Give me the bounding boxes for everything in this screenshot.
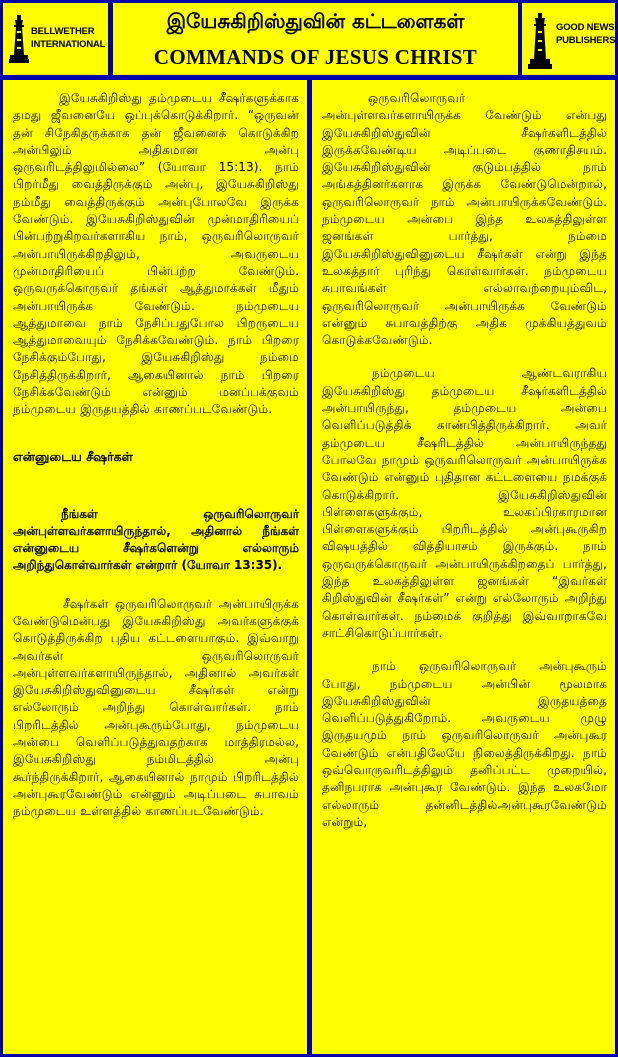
left-paragraph-2: சீஷர்கள் ஒருவரிலொருவர் அன்பாயிருக்க வேண்டுமென்பது இயேசுகிறிஸ்து அவர்களுக்குக் கொடுத்திருக்கிற புதிய கட்டளையாகும். இவ்வாறு அவர்கள் ஒருவரிலொருவர் அன்புள்ளவர்களாயிருந்தால், அதினால் அவர்கள் இயேசுகிறிஸ்துவினுடைய சீஷர்கள் என்று எல்லோரும் அறிந்து கொள்வார்கள். நாம் பிறரிடத்தில் அன்புகூரும்போது, நம்முடைய அன்பை வெளிப்படுத்துவதற்காக மாத்திரமல்ல, இயேசுகிறிஸ்து நம்மிடத்தில் அன்பு கூர்ந்திருக்கிறார், ஆகையினால் நாமும் பிறரிடத்தில் அன்புகூரவேண்டும் என்னும் அடிப்படை சுபாவம் நம்முடைய உள்ளத்தில் காணப்படவேண்டும். xyxy=(13,596,299,819)
left-paragraph-1: இயேசுகிறிஸ்து தம்முடைய சீஷர்களுக்காக தமது ஜீவனையே ஒப்புக்கொடுக்கிறார். “ஒருவன் தன் சிநேகிதருக்காக தன் ஜீவனைக் கொடுக்கிற அன்பிலும் அதிகமான அன்பு ஒருவரிடத்திலுமில்லை” (யோவா 15:13). நாம் பிறர்மீது வைத்திருக்கும் அன்பு, இயேசுகிறிஸ்து நம்மீது வைத்திருக்கும் அன்புபோலவே இருக்க வேண்டும். இயேசுகிறிஸ்துவின் முன்மாதிரியைப் பின்பற்றுகிறவர்களாகிய நாம், ஒருவரிலொருவர் அன்பாயிருக்கிறதிலும், அவருடைய முன்மாதிரியைப் பின்பற்ற வேண்டும். ஒருவருக்கொருவர் தங்கள் ஆத்துமாக்கள் மீதும் அன்பாயிருக்க வேண்டும். நம்முடைய ஆத்துமாவை நாம் நேசிப்பதுபோல பிறருடைய ஆத்துமாவையும் நேசிக்கவேண்டும். நாம் பிறரை நேசிக்கும்போது, இயேசுகிறிஸ்து நம்மை நேசித்திருக்கிறார், ஆகையினால் நாம் பிறரை நேசிக்கவேண்டும் என்னும் மனப்பக்குவம் நம்முடைய இருதயத்தில் காணப்படவேண்டும். xyxy=(13,91,299,417)
lighthouse-icon xyxy=(528,13,552,69)
right-paragraph-1: ஒருவரிலொருவர் அன்புள்ளவர்களாயிருக்க வேண்டும் என்பது இயேசுகிறிஸ்துவின் சீஷர்களிடத்தில் இருக்கவேண்டிய அடிப்படை குணாதிசயம். இயேசுகிறிஸ்துவின் குடும்பத்தில் நாம் அங்கத்தினர்களாக இருக்க வேண்டுமென்றால், ஒருவரிலொருவர் நாம் அன்பாயிருக்கவேண்டும். நம்முடைய அன்பை இந்த உலகத்திலுள்ள ஜனங்கள் பார்த்து, நம்மை இயேசுகிறிஸ்துவினுடைய சீஷர்கள் என்று இந்த உலகத்தார் புரிந்து கொள்வார்கள். நம்முடைய சுபாவங்கள் எல்லாவற்றையும்விட, ஒருவரிலொருவர் அன்பாயிருக்க வேண்டும் என்னும் சுபாவத்திற்கு அதிக முக்கியத்துவம் கொடுக்கவேண்டும். xyxy=(322,91,607,348)
bellwether-logo-panel xyxy=(3,3,108,75)
title-banner xyxy=(113,3,518,75)
section-heading: என்னுடைய சீஷர்கள் xyxy=(13,448,133,464)
right-column xyxy=(312,80,615,1054)
right-paragraph-3: நாம் ஒருவரிலொருவர் அன்புகூரும் போது, நம்முடைய அன்பின் மூலமாக இயேசுகிறிஸ்துவின் இருதயத்தை வெளிப்படுத்துகிறோம். அவருடைய முழு இருதயமும் நாம் ஒருவரிலொருவர் அன்புகூர வேண்டும் என்பதிலேயே நிலைத்திருக்கிறது. நாம் ஒவ்வொருவரிடத்திலும் தனிப்பட்ட முறையில், தனிநபராக அன்புகூர வேண்டும். இந்த உலகமோ எல்லாரும் தன்னிடத்தில்அன்புகூரவேண்டும் என்றும், xyxy=(322,659,607,829)
page-title-tamil: இயேசுகிறிஸ்துவின் கட்டளைகள் xyxy=(166,9,465,33)
page-title-english: COMMANDS OF JESUS CHRIST xyxy=(153,45,478,69)
left-column xyxy=(3,80,307,1054)
scripture-quote: நீங்கள் ஒருவரிலொருவர் அன்புள்ளவர்களாயிருந்தால், அதினால் நீங்கள் என்னுடைய சீஷர்களென்று எல்லாரும் அறிந்துகொள்வார்கள் என்றார் (யோவா 13:35). xyxy=(13,506,299,572)
bellwether-logo xyxy=(3,3,108,75)
right-paragraph-2: நம்முடைய ஆண்டவராகிய இயேசுகிறிஸ்து தம்முடைய சீஷர்களிடத்தில் அன்பாயிருந்து, தம்முடைய அன்பை வெளிப்படுத்திக் காண்பித்திருக்கிறார். அவர் தம்முடைய சீஷரிடத்தில் அன்பாயிருந்தது போலவே நாமும் ஒருவரிலொருவர் அன்பாயிருக்க வேண்டும் என்னும் புதிதான கட்டளையை நமக்குக் கொடுக்கிறார். இயேசுகிறிஸ்துவின் பிள்ளைகளுக்கும், உலகப்பிரகாரமான பிள்ளைகளுக்கும் பிறரிடத்தில் அன்புகூருகிற விஷயத்தில் வித்தியாசம் இருக்கும். நாம் ஒருவருக்கொருவர் அன்பாயிருக்கிறதைப் பார்த்து, இந்த உலகத்திலுள்ள ஜனங்கள் “இவர்கள் கிறிஸ்துவின் சீஷர்கள்” என்று எல்லோரும் அறிந்து கொள்வார்கள். நம்மைக் குறித்து இவ்வாறாகவே சாட்சிகொடுப்பார்கள். xyxy=(322,366,607,640)
lighthouse-icon xyxy=(9,15,29,63)
good-news-logo-panel xyxy=(522,3,615,75)
good-news-logo-text: GOOD NEWS PUBLISHERS xyxy=(556,22,616,46)
good-news-logo xyxy=(522,3,615,75)
bellwether-logo-text: BELLWETHER INTERNATIONAL xyxy=(31,26,106,50)
